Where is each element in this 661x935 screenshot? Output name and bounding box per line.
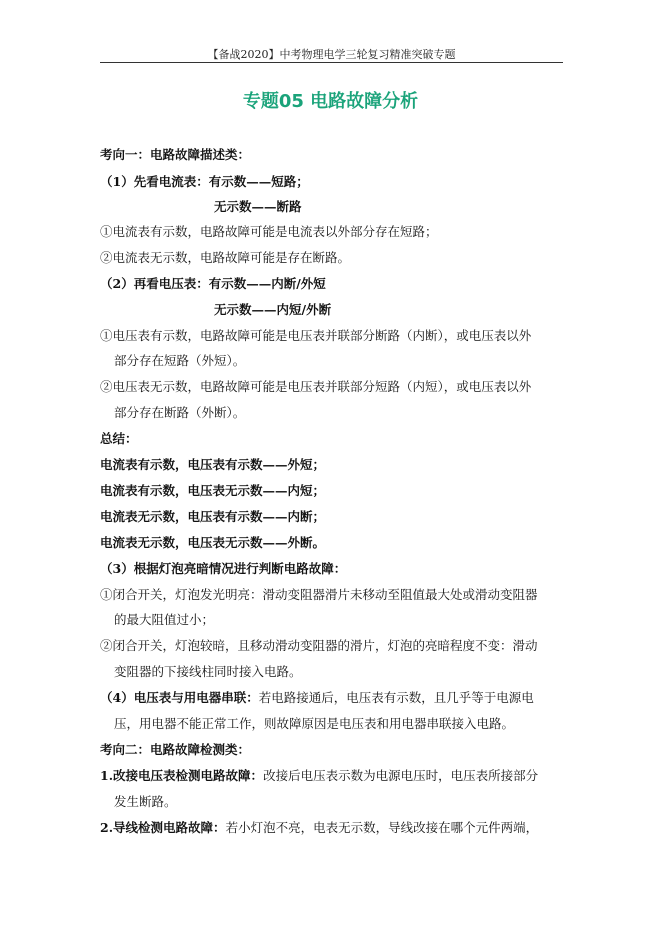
text-line: 考向二：电路故障检测类：	[100, 742, 251, 757]
text-line: ①电压表有示数，电路故障可能是电压表并联部分断路（内断），或电压表以外	[100, 328, 532, 343]
text-line: 部分存在断路（外断）。	[114, 405, 246, 420]
text-line: （2）再看电压表：有示数——内断/外短	[100, 276, 326, 291]
text-line: ②闭合开关，灯泡较暗，且移动滑动变阻器的滑片，灯泡的亮暗程度不变：滑动	[100, 638, 538, 653]
text-line: （1）先看电流表：有示数——短路；	[100, 174, 309, 189]
text-line: ①电流表有示数，电路故障可能是电流表以外部分存在短路；	[100, 224, 438, 239]
text-line: 2.导线检测电路故障：若小灯泡不亮，电表无示数，导线改接在哪个元件两端，	[100, 820, 539, 835]
text-line: 无示数——断路	[214, 199, 302, 214]
page-header: 【备战2020】中考物理电学三轮复习精准突破专题	[207, 48, 456, 61]
text-line: 电流表有示数，电压表有示数——外短；	[100, 457, 326, 472]
text-line: 部分存在短路（外短）。	[114, 353, 246, 368]
text-line: 考向一：电路故障描述类：	[100, 147, 251, 162]
text-line: 电流表有示数，电压表无示数——内短；	[100, 483, 326, 498]
text-line: 总结：	[100, 431, 138, 446]
text-line: （4）电压表与用电器串联：若电路接通后，电压表有示数，且几乎等于电源电	[100, 690, 534, 705]
text-line: 电流表无示数，电压表无示数——外断。	[100, 535, 326, 550]
text-line: 的最大阻值过小；	[114, 612, 215, 627]
text-line: 电流表无示数，电压表有示数——内断；	[100, 509, 326, 524]
text-line: 发生断路。	[114, 794, 177, 809]
header-divider	[100, 62, 563, 63]
page-title: 专题05 电路故障分析	[242, 91, 419, 112]
text-line: ①闭合开关，灯泡发光明亮：滑动变阻器滑片未移动至阻值最大处或滑动变阻器	[100, 587, 538, 602]
text-line: 压，用电器不能正常工作，则故障原因是电压表和用电器串联接入电路。	[114, 716, 515, 731]
text-line: 无示数——内短/外断	[214, 302, 332, 317]
text-line: 变阻器的下接线柱同时接入电路。	[114, 664, 302, 679]
text-line: ②电压表无示数，电路故障可能是电压表并联部分短路（内短），或电压表以外	[100, 379, 532, 394]
text-line: 1.改接电压表检测电路故障：改接后电压表示数为电源电压时，电压表所接部分	[100, 768, 539, 783]
text-line: ②电流表无示数，电路故障可能是存在断路。	[100, 250, 351, 265]
text-line: （3）根据灯泡亮暗情况进行判断电路故障：	[100, 561, 347, 576]
